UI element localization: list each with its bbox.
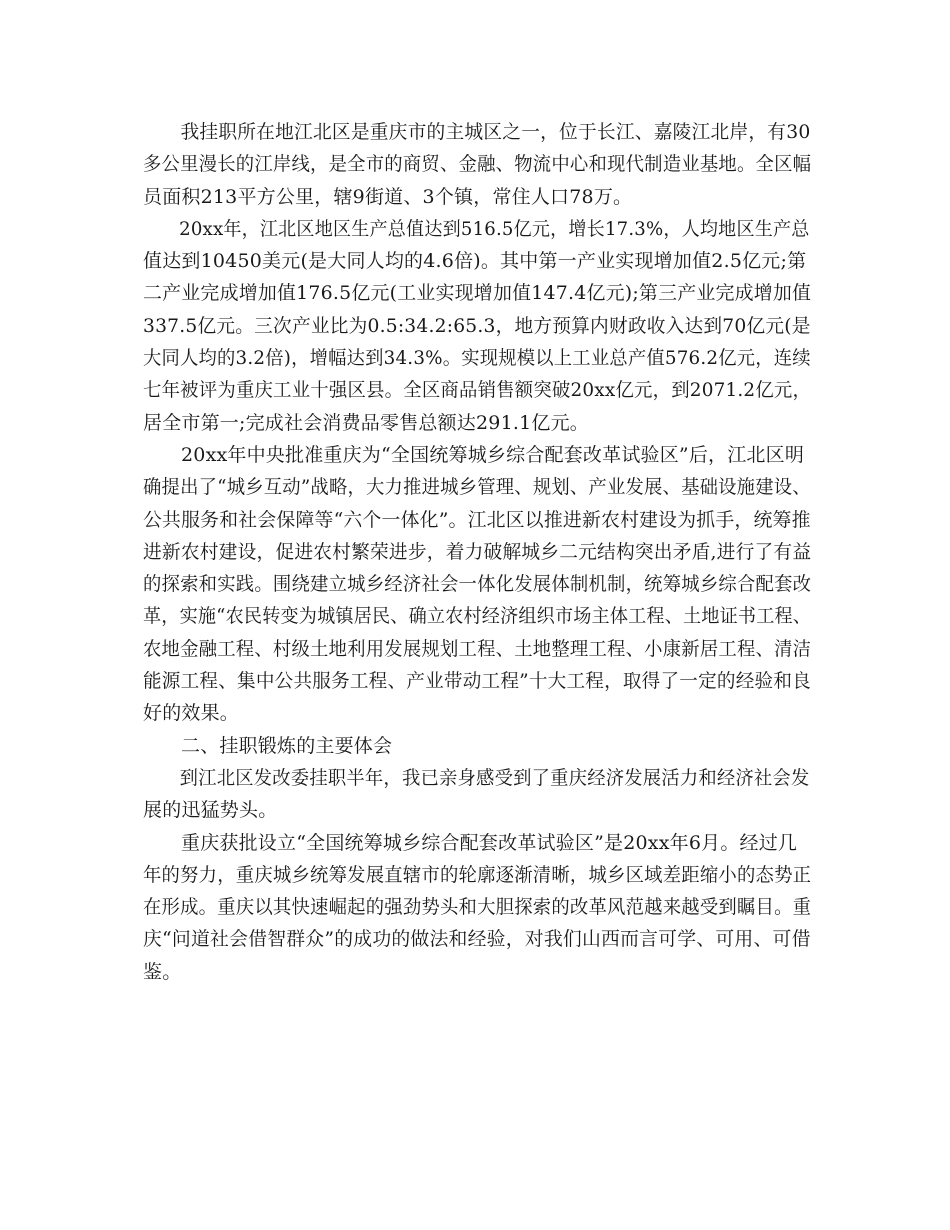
text-line: 我挂职所在地江北区是重庆市的主城区之一，位于长江、嘉陵江北岸，有30 [180,121,811,143]
text-line: 二产业完成增加值176.5亿元(工业实现增加值147.4亿元);第三产业完成增加值 [143,282,812,305]
text-line: 好的效果。 [143,702,240,725]
text-line: 年的努力，重庆城乡统筹发展直辖市的轮廓逐渐清晰，城乡区域差距缩小的态势正 [143,863,812,886]
paragraph-p6 [143,827,811,988]
text-line: 值达到10450美元(是大同人均的4.6倍)。其中第一产业实现增加值2.5亿元;第 [143,250,807,273]
text-line: 鉴。 [143,960,182,983]
paragraph-p2 [143,213,811,439]
text-line: 多公里漫长的江岸线，是全市的商贸、金融、物流中心和现代制造业基地。全区幅 [143,153,812,176]
paragraph-p3 [143,439,811,730]
text-line: 农地金融工程、村级土地利用发展规划工程、土地整理工程、小康新居工程、清洁 [143,637,812,660]
text-line: 20xx年中央批准重庆为“全国统筹城乡综合配套改革试验区”后，江北区明 [181,443,805,466]
text-line: 居全市第一;完成社会消费品零售总额达291.1亿元。 [143,411,589,434]
text-line: 确提出了“城乡互动”战略，大力推进城乡管理、规划、产业发展、基础设施建设、 [143,476,811,499]
text-line: 20xx年，江北区地区生产总值达到516.5亿元，增长17.3%，人均地区生产总 [179,217,810,240]
paragraph-p1 [143,116,811,213]
document-body [143,116,811,988]
text-line: 庆“问道社会借智群众”的成功的做法和经验，对我们山西而言可学、可用、可借 [143,928,811,951]
text-line: 大同人均的3.2倍)，增幅达到34.3%。实现规模以上工业总产值576.2亿元，连续 [143,347,811,370]
text-line: 员面积213平方公里，辖9街道、3个镇，常住人口78万。 [143,185,633,208]
text-line: 革，实施“农民转变为城镇居民、确立农村经济组织市场主体工程、土地证书工程、 [143,605,812,628]
text-line: 337.5亿元。三次产业比为0.5:34.2:65.3，地方预算内财政收入达到70亿元(是 [143,314,811,337]
text-line: 到江北区发改委挂职半年，我已亲身感受到了重庆经济发展活力和经济社会发 [179,766,810,789]
paragraph-p4 [143,730,811,762]
paragraph-p5 [143,762,811,827]
text-line: 七年被评为重庆工业十强区县。全区商品销售额突破20xx亿元，到2071.2亿元， [143,379,812,402]
text-line: 公共服务和社会保障等“六个一体化”。江北区以推进新农村建设为抓手，统筹推 [143,508,811,531]
text-line: 在形成。重庆以其快速崛起的强劲势头和大胆探索的改革风范越来越受到瞩目。重 [143,896,812,919]
text-line: 能源工程、集中公共服务工程、产业带动工程”十大工程，取得了一定的经验和良 [143,670,811,693]
text-line: 的探索和实践。围绕建立城乡经济社会一体化发展体制机制，统筹城乡综合配套改 [143,573,812,596]
text-line: 进新农村建设，促进农村繁荣进步，着力破解城乡二元结构突出矛盾,进行了有益 [143,540,812,563]
text-line: 二、挂职锻炼的主要体会 [181,734,393,757]
text-line: 展的迅猛势头。 [143,799,278,822]
text-line: 重庆获批设立“全国统筹城乡综合配套改革试验区”是20xx年6月。经过几 [181,831,798,854]
